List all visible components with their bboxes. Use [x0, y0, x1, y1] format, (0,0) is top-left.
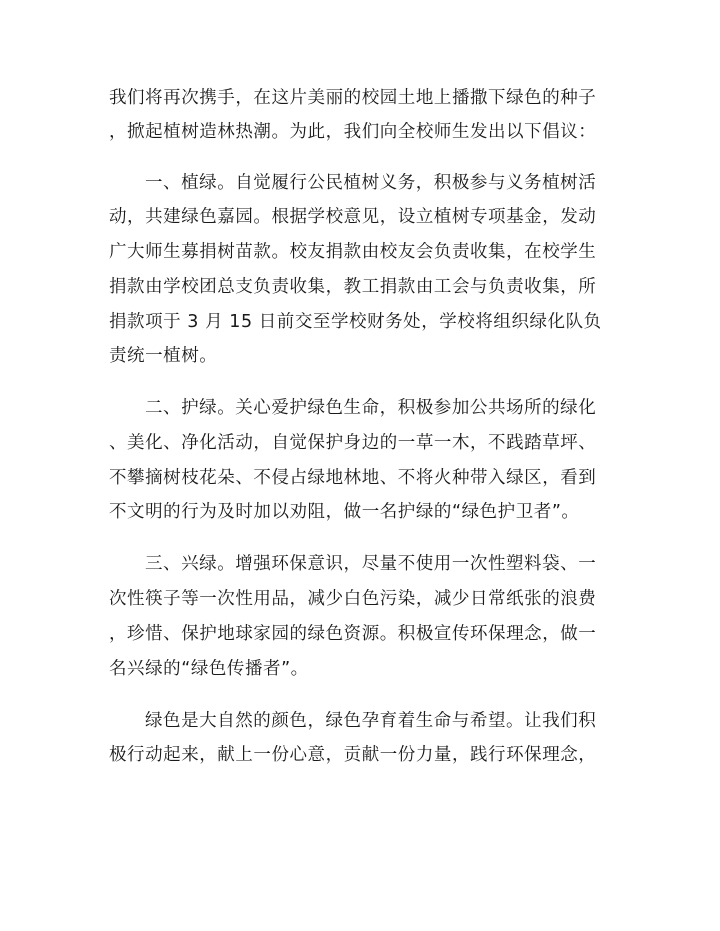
text-line: 二、护绿。关心爱护绿色生命，积极参加公共场所的绿化: [145, 398, 597, 418]
text-line: 我们将再次携手，在这片美丽的校园土地上播撒下绿色的种子: [109, 88, 597, 108]
text-line: 动，共建绿色嘉园。根据学校意见，设立植树专项基金，发动: [109, 207, 597, 227]
text-line: 责统一植树。: [109, 346, 218, 366]
text-line: 不攀摘树枝花朵、不侵占绿地林地、不将火种带入绿区，看到: [109, 468, 597, 488]
text-line: 三、兴绿。增强环保意识，尽量不使用一次性塑料袋、一: [145, 554, 597, 574]
text-line: 广大师生募捐树苗款。校友捐款由校友会负责收集，在校学生: [109, 242, 597, 262]
text-line: 极行动起来，献上一份心意，贡献一份力量，践行环保理念，: [109, 745, 597, 765]
text-line: 捐款由学校团总支负责收集，教工捐款由工会与负责收集，所: [109, 277, 597, 297]
text-line: ，珍惜、保护地球家园的绿色资源。积极宣传环保理念，做一: [109, 624, 597, 644]
text-line: 一、植绿。自觉履行公民植树义务，积极参与义务植树活: [145, 173, 597, 193]
text-line: 绿色是大自然的颜色，绿色孕育着生命与希望。让我们积: [145, 711, 597, 731]
text-line: 捐款项于 3 月 15 日前交至学校财务处，学校将组织绿化队负: [109, 312, 602, 332]
text-line: 名兴绿的“绿色传播者”。: [109, 659, 309, 679]
text-line: 不文明的行为及时加以劝阻，做一名护绿的“绿色护卫者”。: [109, 502, 580, 522]
text-line: ，掀起植树造林热潮。为此，我们向全校师生发出以下倡议：: [109, 122, 597, 142]
text-line: 次性筷子等一次性用品，减少白色污染，减少日常纸张的浪费: [109, 589, 597, 609]
text-line: 、美化、净化活动，自觉保护身边的一草一木，不践踏草坪、: [109, 433, 597, 453]
